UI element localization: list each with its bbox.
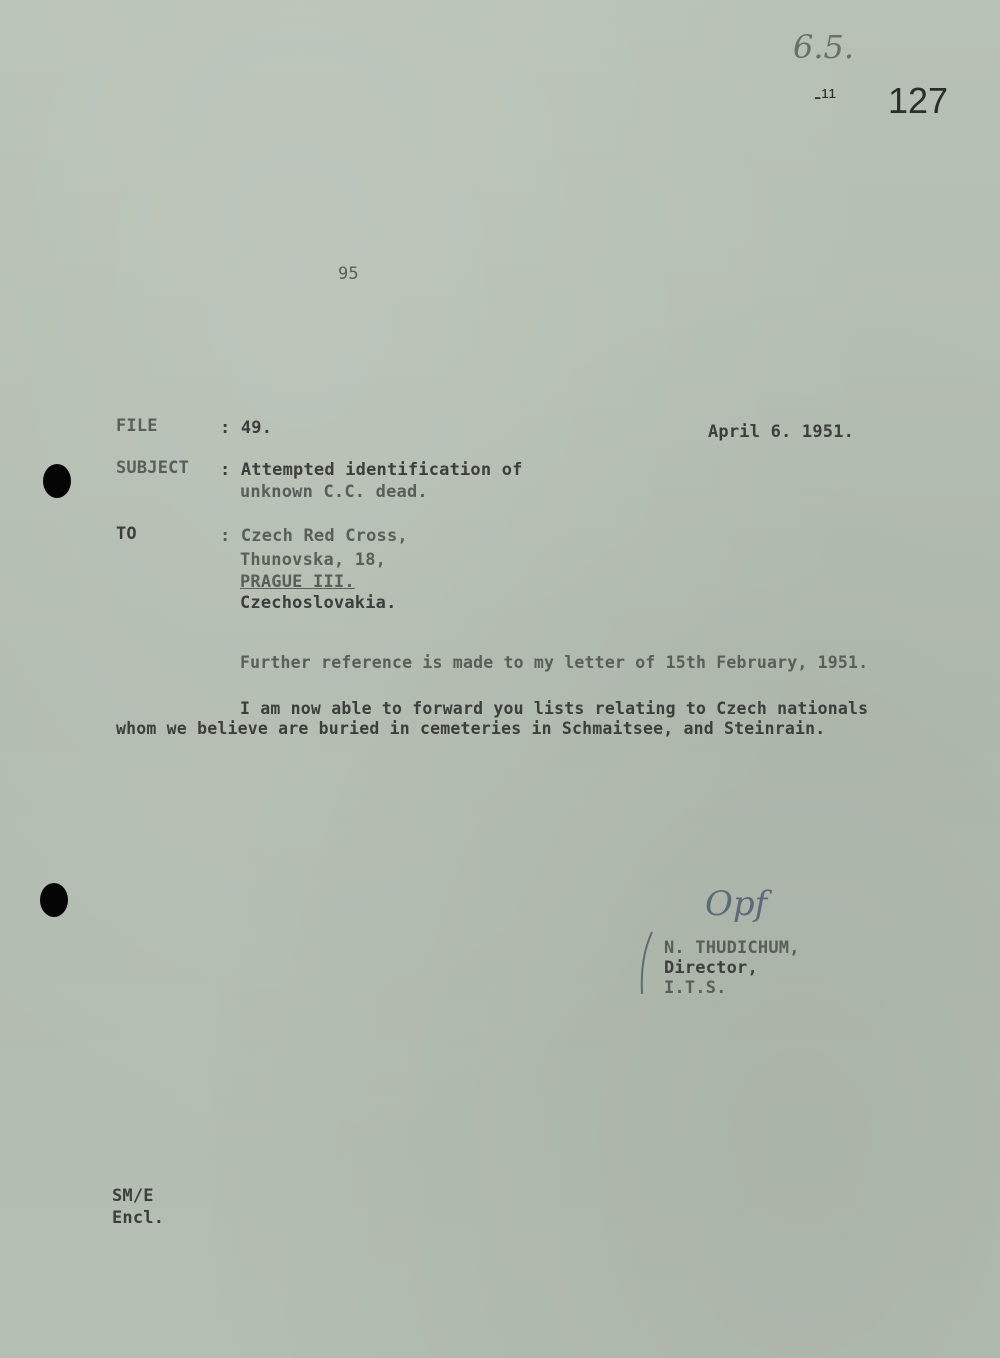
address-line-1: : Czech Red Cross,: [220, 526, 408, 546]
enclosure-note: Encl.: [112, 1208, 165, 1228]
punch-hole-top: [43, 464, 71, 498]
subject-label: SUBJECT: [116, 458, 190, 478]
signature-bracket: [630, 928, 660, 998]
address-line-4: Czechoslovakia.: [240, 593, 397, 613]
handwritten-note: 6.5.: [793, 28, 855, 66]
subject-line-1: : Attempted identification of: [220, 460, 523, 480]
archive-stamp-prefix: -¹¹: [814, 84, 836, 109]
letter-date: April 6. 1951.: [708, 422, 855, 442]
address-line-2: Thunovska, 18,: [240, 550, 387, 570]
archive-stamp-number: 127: [888, 80, 949, 121]
subject-line-2: unknown C.C. dead.: [240, 482, 428, 502]
signatory-organization: I.T.S.: [664, 978, 727, 998]
signatory-title: Director,: [664, 958, 758, 978]
page-number: 95: [338, 264, 359, 284]
body-paragraph-2-line-1: I am now able to forward you lists relating to Czech nationals: [240, 699, 869, 718]
signature-initials: Opf: [705, 884, 768, 924]
body-paragraph-2-line-2: whom we believe are buried in cemeteries in Schmaitsee, and Steinrain.: [116, 719, 826, 738]
punch-hole-bottom: [40, 883, 68, 917]
to-label: TO: [116, 524, 137, 544]
file-label: FILE: [116, 416, 158, 436]
body-paragraph-1: Further reference is made to my letter of 15th February, 1951.: [240, 653, 869, 672]
address-line-3: PRAGUE III.: [240, 572, 355, 592]
reference-initials: SM/E: [112, 1186, 154, 1206]
file-value: : 49.: [220, 418, 273, 438]
signatory-name: N. THUDICHUM,: [664, 938, 800, 958]
